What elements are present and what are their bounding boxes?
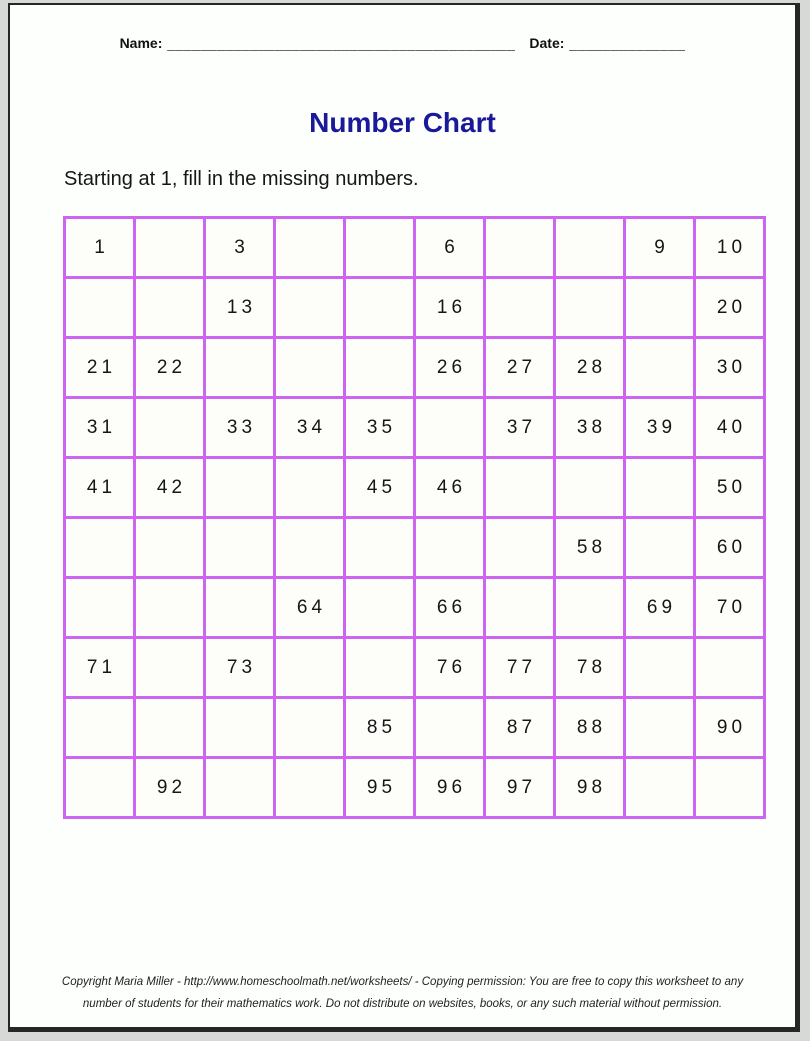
grid-cell-blank <box>485 458 555 518</box>
grid-cell-blank <box>485 578 555 638</box>
grid-cell: 70 <box>695 578 765 638</box>
grid-row <box>65 218 765 278</box>
grid-cell-blank <box>205 758 275 818</box>
grid-cell-blank <box>345 218 415 278</box>
grid-cell-blank <box>625 698 695 758</box>
grid-cell: 22 <box>135 338 205 398</box>
grid-cell: 39 <box>625 398 695 458</box>
grid-row <box>65 398 765 458</box>
grid-cell-blank <box>135 638 205 698</box>
page-title: Number Chart <box>309 107 496 138</box>
grid-cell: 40 <box>695 398 765 458</box>
grid-cell-blank <box>695 758 765 818</box>
grid-cell-blank <box>345 518 415 578</box>
grid-cell-blank <box>65 758 135 818</box>
grid-cell-blank <box>345 338 415 398</box>
grid-cell-blank <box>345 638 415 698</box>
grid-cell-blank <box>625 278 695 338</box>
grid-cell: 31 <box>65 398 135 458</box>
grid-cell-blank <box>65 518 135 578</box>
grid-cell: 13 <box>205 278 275 338</box>
grid-cell-blank <box>555 578 625 638</box>
copyright-footer <box>10 971 795 1015</box>
grid-cell-blank <box>135 278 205 338</box>
name-label: Name: <box>119 35 163 51</box>
grid-cell: 45 <box>345 458 415 518</box>
grid-cell: 9 <box>625 218 695 278</box>
grid-cell: 3 <box>205 218 275 278</box>
grid-row <box>65 638 765 698</box>
grid-cell-blank <box>275 278 345 338</box>
grid-cell: 69 <box>625 578 695 638</box>
grid-cell-blank <box>415 698 485 758</box>
grid-cell-blank <box>275 218 345 278</box>
grid-cell-blank <box>345 578 415 638</box>
grid-cell: 50 <box>695 458 765 518</box>
grid-cell-blank <box>205 458 275 518</box>
grid-cell-blank <box>65 278 135 338</box>
grid-cell-blank <box>205 338 275 398</box>
grid-row <box>65 338 765 398</box>
grid-cell-blank <box>275 458 345 518</box>
grid-cell: 97 <box>485 758 555 818</box>
grid-cell: 35 <box>345 398 415 458</box>
number-grid-body <box>65 218 765 818</box>
grid-row <box>65 278 765 338</box>
grid-cell-blank <box>135 518 205 578</box>
date-blank-line: ______________ <box>569 35 686 51</box>
grid-cell: 38 <box>555 398 625 458</box>
grid-cell: 41 <box>65 458 135 518</box>
grid-cell: 28 <box>555 338 625 398</box>
grid-cell-blank <box>625 458 695 518</box>
grid-cell-blank <box>555 218 625 278</box>
grid-cell-blank <box>625 638 695 698</box>
copyright-line-2: number of students for their mathematics work. Do not distribute on websites, books, or any such material without permission. <box>82 998 723 1010</box>
grid-cell: 76 <box>415 638 485 698</box>
grid-cell-blank <box>345 278 415 338</box>
grid-cell: 60 <box>695 518 765 578</box>
grid-cell: 26 <box>415 338 485 398</box>
grid-cell: 30 <box>695 338 765 398</box>
grid-row <box>65 458 765 518</box>
grid-cell-blank <box>135 398 205 458</box>
grid-cell: 6 <box>415 218 485 278</box>
grid-cell-blank <box>135 698 205 758</box>
grid-cell-blank <box>625 338 695 398</box>
grid-cell: 92 <box>135 758 205 818</box>
name-blank-line: __________________________________________ <box>167 35 516 51</box>
grid-cell-blank <box>275 338 345 398</box>
grid-cell-blank <box>65 578 135 638</box>
grid-cell: 90 <box>695 698 765 758</box>
grid-cell: 64 <box>275 578 345 638</box>
date-field-group <box>529 35 685 51</box>
grid-cell: 10 <box>695 218 765 278</box>
grid-cell: 77 <box>485 638 555 698</box>
grid-cell: 95 <box>345 758 415 818</box>
grid-cell-blank <box>135 218 205 278</box>
grid-cell-blank <box>415 518 485 578</box>
grid-cell: 34 <box>275 398 345 458</box>
grid-cell-blank <box>205 578 275 638</box>
grid-cell-blank <box>555 278 625 338</box>
grid-cell-blank <box>135 578 205 638</box>
grid-cell-blank <box>205 698 275 758</box>
grid-cell: 42 <box>135 458 205 518</box>
grid-cell: 46 <box>415 458 485 518</box>
grid-cell-blank <box>485 518 555 578</box>
grid-cell-blank <box>275 698 345 758</box>
grid-cell: 87 <box>485 698 555 758</box>
date-label: Date: <box>529 35 565 51</box>
grid-cell: 33 <box>205 398 275 458</box>
grid-cell-blank <box>695 638 765 698</box>
grid-cell-blank <box>205 518 275 578</box>
grid-cell: 27 <box>485 338 555 398</box>
grid-cell: 73 <box>205 638 275 698</box>
grid-cell: 58 <box>555 518 625 578</box>
grid-cell-blank <box>65 698 135 758</box>
grid-cell: 20 <box>695 278 765 338</box>
grid-cell-blank <box>555 458 625 518</box>
name-date-header <box>10 35 795 51</box>
grid-row <box>65 698 765 758</box>
grid-cell-blank <box>275 518 345 578</box>
grid-cell: 88 <box>555 698 625 758</box>
grid-cell: 96 <box>415 758 485 818</box>
grid-cell-blank <box>625 758 695 818</box>
number-grid <box>63 216 766 819</box>
grid-cell: 78 <box>555 638 625 698</box>
grid-cell: 66 <box>415 578 485 638</box>
grid-cell-blank <box>625 518 695 578</box>
worksheet-page <box>8 3 800 1032</box>
grid-cell: 71 <box>65 638 135 698</box>
grid-cell: 21 <box>65 338 135 398</box>
grid-cell-blank <box>275 758 345 818</box>
grid-cell-blank <box>275 638 345 698</box>
grid-cell: 98 <box>555 758 625 818</box>
grid-row <box>65 578 765 638</box>
grid-cell: 85 <box>345 698 415 758</box>
grid-cell: 37 <box>485 398 555 458</box>
grid-row <box>65 758 765 818</box>
grid-row <box>65 518 765 578</box>
grid-cell: 16 <box>415 278 485 338</box>
name-field-group <box>120 35 516 51</box>
grid-cell-blank <box>485 218 555 278</box>
grid-cell-blank <box>485 278 555 338</box>
grid-cell: 1 <box>65 218 135 278</box>
instruction-text: Starting at 1, fill in the missing numbers. <box>64 168 419 190</box>
grid-cell-blank <box>415 398 485 458</box>
copyright-line-1: Copyright Maria Miller - http://www.homeschoolmath.net/worksheets/ - Copying permission: You are free to copy this worksheet to any <box>61 976 744 988</box>
